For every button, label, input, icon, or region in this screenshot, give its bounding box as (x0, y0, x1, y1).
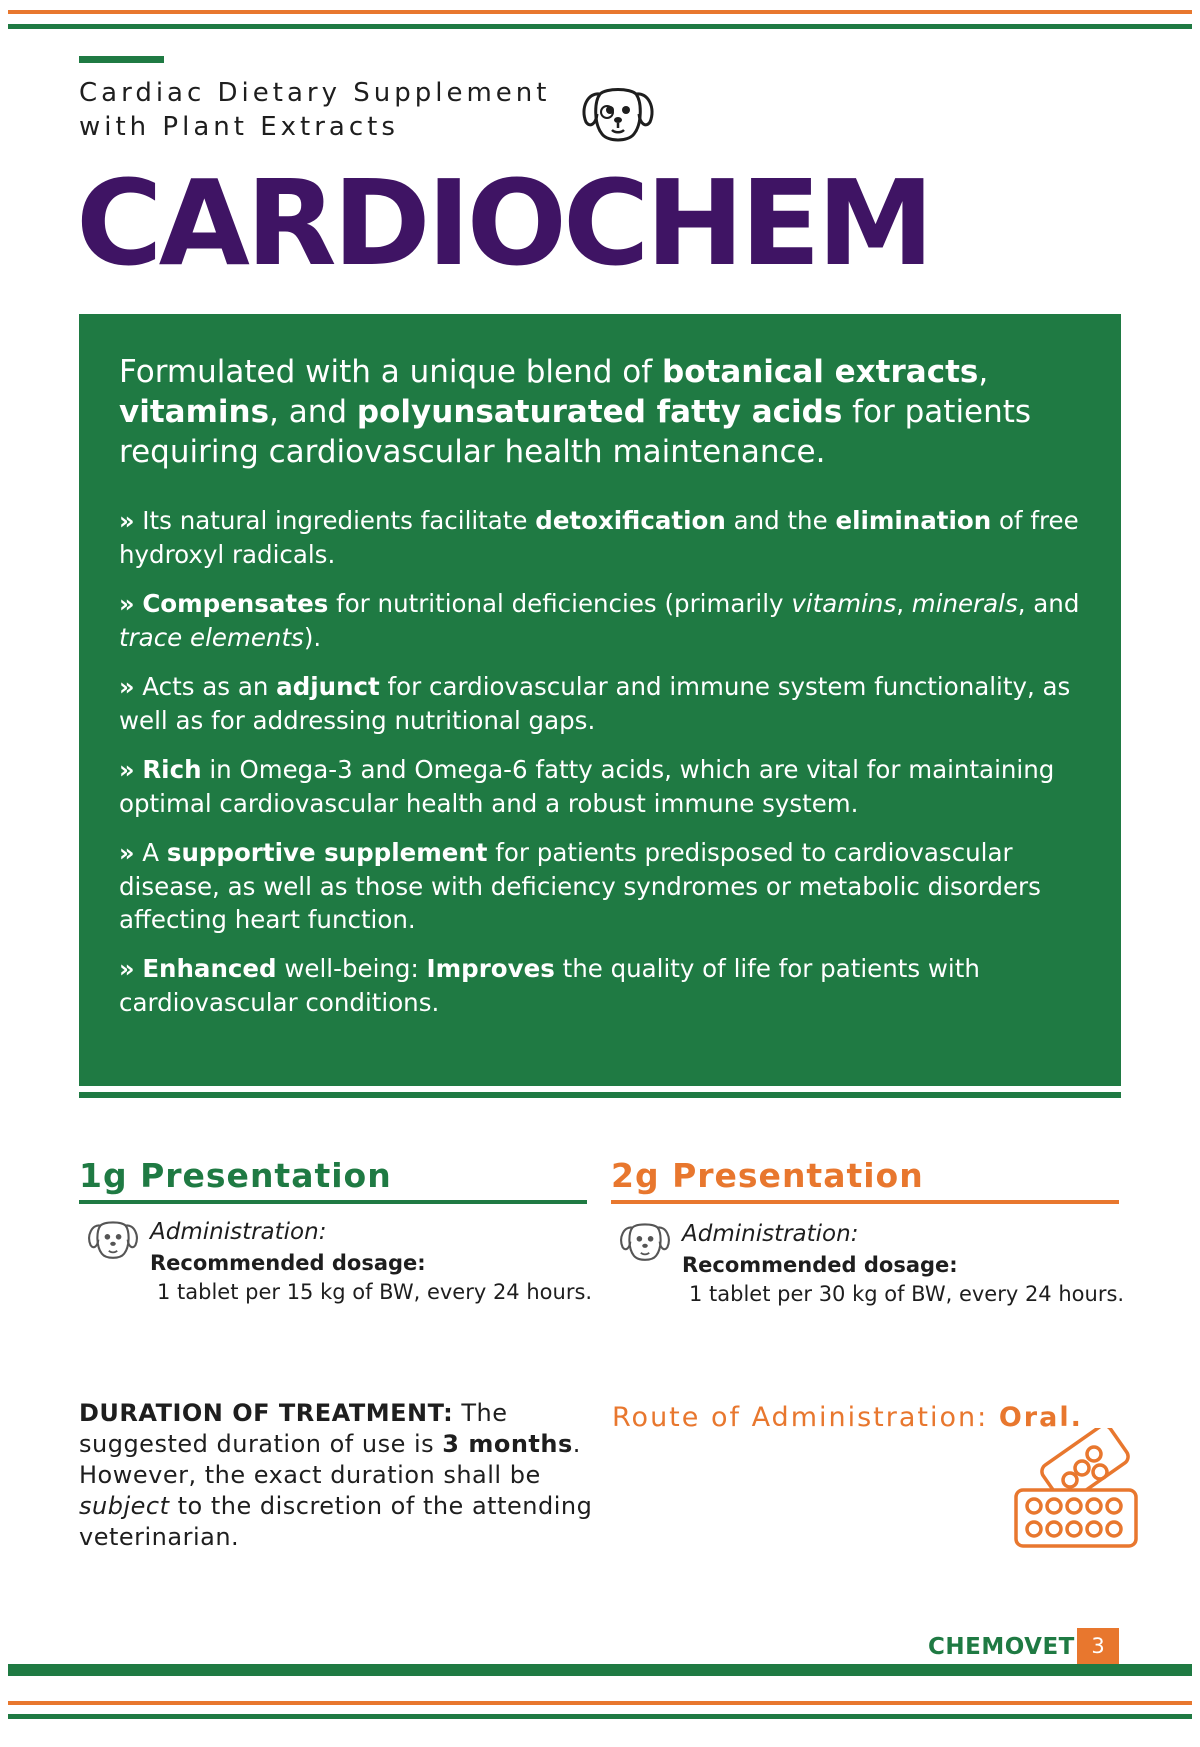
benefit-text: for patients predisposed to cardiovascular disease, as well as those with deficiency syndromes or metabolic disorders affecting heart function. (119, 838, 1041, 934)
benefit-bold: Compensates (142, 589, 329, 618)
intro-text: , and (269, 394, 357, 430)
header-accent-bar (79, 56, 164, 63)
duration-text: . However, the exact duration shall be (79, 1430, 581, 1489)
top-green-stripe (8, 24, 1192, 29)
intro-bold: polyunsaturated fatty acids (356, 394, 843, 430)
subtitle-line-1: Cardiac Dietary Supplement (79, 78, 551, 108)
duration-label: DURATION OF TREATMENT: (79, 1399, 454, 1427)
route-value: Oral. (998, 1402, 1083, 1433)
page-number: 3 (1077, 1628, 1119, 1664)
benefit-text: well-being: (276, 954, 427, 983)
features-panel (79, 314, 1121, 1086)
product-title: CARDIOCHEM (76, 154, 931, 292)
benefit-bold: supportive supplement (166, 838, 488, 867)
brand-name: CHEMOVET (928, 1634, 1075, 1660)
administration-label: Administration: (682, 1221, 859, 1247)
duration-text: The suggested duration of use is (79, 1399, 508, 1458)
dosage-value: 1 tablet per 30 kg of BW, every 24 hours. (689, 1282, 1125, 1306)
duration-text: to the discretion of the attending veterinarian. (79, 1492, 593, 1551)
bottom-green-stripe (8, 1664, 1192, 1676)
administration-label: Administration: (150, 1219, 327, 1245)
benefit-item (119, 670, 1099, 737)
dog-face-icon (578, 84, 658, 148)
bullet-marker: » (119, 955, 135, 983)
intro-bold: botanical extracts (662, 354, 979, 390)
benefit-text: for nutritional deficiencies (primarily (328, 589, 792, 618)
subtitle-line-2: with Plant Extracts (79, 112, 399, 142)
benefit-bold: Improves (426, 954, 555, 983)
presentation-2g-title: 2g Presentation (611, 1156, 924, 1195)
dosage-label: Recommended dosage: (150, 1251, 426, 1275)
dosage-label: Recommended dosage: (682, 1253, 958, 1277)
pill-blister-icon (1012, 1428, 1140, 1556)
benefit-text: for cardiovascular and immune system functionality, as well as for addressing nutritional gaps. (119, 672, 1071, 735)
bullet-marker: » (119, 673, 135, 701)
bullet-marker: » (119, 839, 135, 867)
dog-face-icon (85, 1218, 141, 1264)
benefit-item (119, 504, 1099, 571)
panel-underline (79, 1092, 1121, 1098)
benefit-italic: vitamins (791, 589, 897, 618)
bottom-green-stripe-thin (8, 1714, 1192, 1719)
dog-face-icon (617, 1220, 673, 1266)
bullet-marker: » (119, 507, 135, 535)
presentation-1g-rule (79, 1200, 587, 1204)
benefit-text: , (896, 589, 912, 618)
intro-text: Formulated with a unique blend of (119, 354, 663, 390)
benefit-text: ). (303, 623, 322, 652)
benefit-item (119, 753, 1099, 820)
benefit-text: A (134, 838, 167, 867)
benefit-bold: Rich (142, 755, 202, 784)
product-subtitle (79, 76, 550, 144)
benefit-italic: minerals (911, 589, 1018, 618)
intro-text: for patients requiring cardiovascular health maintenance. (119, 394, 1032, 470)
benefit-italic: trace elements (119, 623, 304, 652)
benefit-text: Its natural ingredients facilitate (134, 506, 536, 535)
benefit-text: , and (1017, 589, 1080, 618)
benefit-bold: Enhanced (142, 954, 277, 983)
presentation-1g-title: 1g Presentation (79, 1156, 392, 1195)
benefit-item (119, 587, 1099, 654)
benefit-text: the quality of life for patients with cardiovascular conditions. (119, 954, 980, 1017)
top-orange-stripe (8, 10, 1192, 14)
benefit-bold: detoxification (535, 506, 726, 535)
intro-paragraph (119, 352, 1079, 472)
bullet-marker: » (119, 756, 135, 784)
duration-italic: subject (79, 1492, 170, 1520)
benefit-item (119, 952, 1099, 1019)
benefit-text: and the (725, 506, 836, 535)
benefit-list (119, 504, 1099, 1035)
duration-bold: 3 months (442, 1430, 573, 1458)
route-label: Route of Administration: (612, 1402, 999, 1433)
benefit-item (119, 836, 1099, 936)
benefit-text: of free hydroxyl radicals. (119, 506, 1079, 569)
benefit-bold: adjunct (276, 672, 380, 701)
presentation-2g-rule (611, 1200, 1119, 1204)
benefit-text: in Omega-3 and Omega-6 fatty acids, which are vital for maintaining optimal cardiovascular health and a robust immune system. (119, 755, 1055, 818)
bullet-marker: » (119, 590, 135, 618)
benefit-bold: elimination (835, 506, 992, 535)
dosage-value: 1 tablet per 15 kg of BW, every 24 hours. (157, 1280, 593, 1304)
duration-of-treatment (79, 1398, 599, 1553)
intro-text: , (978, 354, 989, 390)
intro-bold: vitamins (119, 394, 270, 430)
bottom-orange-stripe (8, 1701, 1192, 1705)
benefit-text: Acts as an (134, 672, 277, 701)
